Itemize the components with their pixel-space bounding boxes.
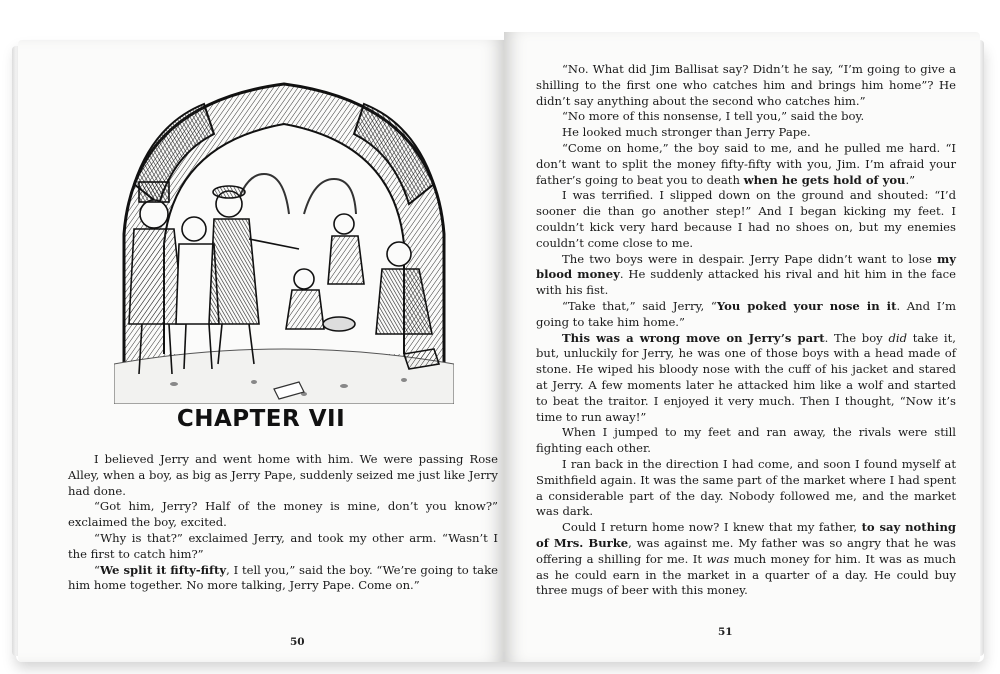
paragraph bbox=[536, 299, 956, 331]
text-run: . He suddenly attacked his rival and hit him in the face with his fist. bbox=[536, 267, 956, 298]
text-run: take it, but, unluckily for Jerry, he was one of those boys with a head made of stone. He wiped his bloody nose with the cuff of his jacket and stared at Jerry. A few moments later he attacked him like a wolf and started to beat the traitor. I enjoyed it very much. Then I thought, “Now it’s time to run away!” bbox=[536, 330, 956, 424]
text-run: “Take that,” said Jerry, “ bbox=[562, 298, 717, 313]
bold-text: We split it fifty-fifty bbox=[99, 562, 227, 577]
paragraph bbox=[536, 109, 956, 125]
right-page-text bbox=[536, 62, 956, 599]
text-run: “Got him, Jerry? Half of the money is mine, don’t you know?” exclaimed the boy, excited. bbox=[68, 499, 498, 530]
paragraph bbox=[536, 62, 956, 109]
chapter-title: CHAPTER VII bbox=[176, 406, 346, 432]
text-run: “ bbox=[94, 562, 100, 577]
left-page-text bbox=[68, 452, 498, 594]
text-run: much money for him. It was as much as he could earn in the market in a quarter of a day. He could buy three mugs of beer with this money. bbox=[536, 551, 956, 598]
bold-text: when he gets hold of you bbox=[743, 172, 906, 187]
paragraph bbox=[68, 563, 498, 595]
text-run: “No more of this nonsense, I tell you,” said the boy. bbox=[562, 109, 865, 124]
paragraph bbox=[536, 425, 956, 457]
text-run: , I tell you,” said the boy. “We’re going to take him home together. No more talking, Jerry Pape. Come on.” bbox=[68, 562, 498, 593]
text-run: “Why is that?” exclaimed Jerry, and took my other arm. “Wasn’t I the first to catch him?” bbox=[68, 530, 498, 561]
text-run: He looked much stronger than Jerry Pape. bbox=[562, 125, 811, 140]
text-run: I was terrified. I slipped down on the ground and shouted: “I’d sooner die than go another step!” And I began kicking my feet. I couldn’t kick very hard because I had no shoes on, but my enemies couldn’t come close to me. bbox=[536, 188, 956, 250]
bold-text: to say nothing of Mrs. Burke bbox=[536, 520, 956, 550]
italic-text: did bbox=[888, 330, 908, 345]
bold-text: my blood money bbox=[536, 251, 956, 282]
paragraph bbox=[68, 452, 498, 499]
text-run: “Come on home,” the boy said to me, and he pulled me hard. “I don’t want to split the money fifty-fifty with you, Jim. I’m afraid your father’s going to beat you to death bbox=[536, 140, 956, 187]
left-page bbox=[18, 40, 504, 662]
chapter-illustration bbox=[114, 64, 454, 404]
text-run: , was against me. My father was so angry that he was offering a shilling for me. It bbox=[536, 535, 956, 566]
paragraph bbox=[536, 457, 956, 520]
paragraph bbox=[536, 141, 956, 188]
paragraph bbox=[536, 188, 956, 251]
bold-text: This was a wrong move on Jerry’s part bbox=[562, 330, 825, 345]
text-run: . The boy bbox=[824, 330, 889, 345]
paragraph bbox=[536, 252, 956, 299]
paragraph bbox=[68, 499, 498, 531]
text-run: Could I return home now? I knew that my father, bbox=[562, 520, 862, 535]
paragraph bbox=[536, 125, 956, 141]
right-page bbox=[504, 32, 980, 662]
paragraph bbox=[536, 520, 956, 599]
text-run: . And I’m going to take him home.” bbox=[536, 298, 957, 329]
right-page-number: 51 bbox=[718, 626, 733, 638]
text-run: .” bbox=[905, 172, 916, 187]
text-run: I believed Jerry and went home with him. We were passing Rose Alley, when a boy, as big as Jerry Pape, suddenly seized me just like Jerry had done. bbox=[68, 452, 498, 498]
text-run: When I jumped to my feet and ran away, the rivals were still fighting each other. bbox=[536, 425, 956, 456]
text-run: I ran back in the direction I had come, and soon I found myself at Smithfield again. It was the same part of the market where I had spent a considerable part of the day. Nobody followed me, and the market was dark. bbox=[536, 456, 956, 519]
text-run: “No. What did Jim Ballisat say? Didn’t he say, “I’m going to give a shilling to the first one who catches him and brings him home”? He didn’t say anything about the second who catches him.” bbox=[536, 62, 956, 108]
left-page-number: 50 bbox=[290, 636, 305, 648]
italic-text: was bbox=[706, 551, 730, 566]
paragraph bbox=[68, 531, 498, 563]
text-run: The two boys were in despair. Jerry Pape didn’t want to lose bbox=[562, 251, 937, 266]
bold-text: You poked your nose in it bbox=[716, 298, 897, 313]
paragraph bbox=[536, 331, 956, 426]
